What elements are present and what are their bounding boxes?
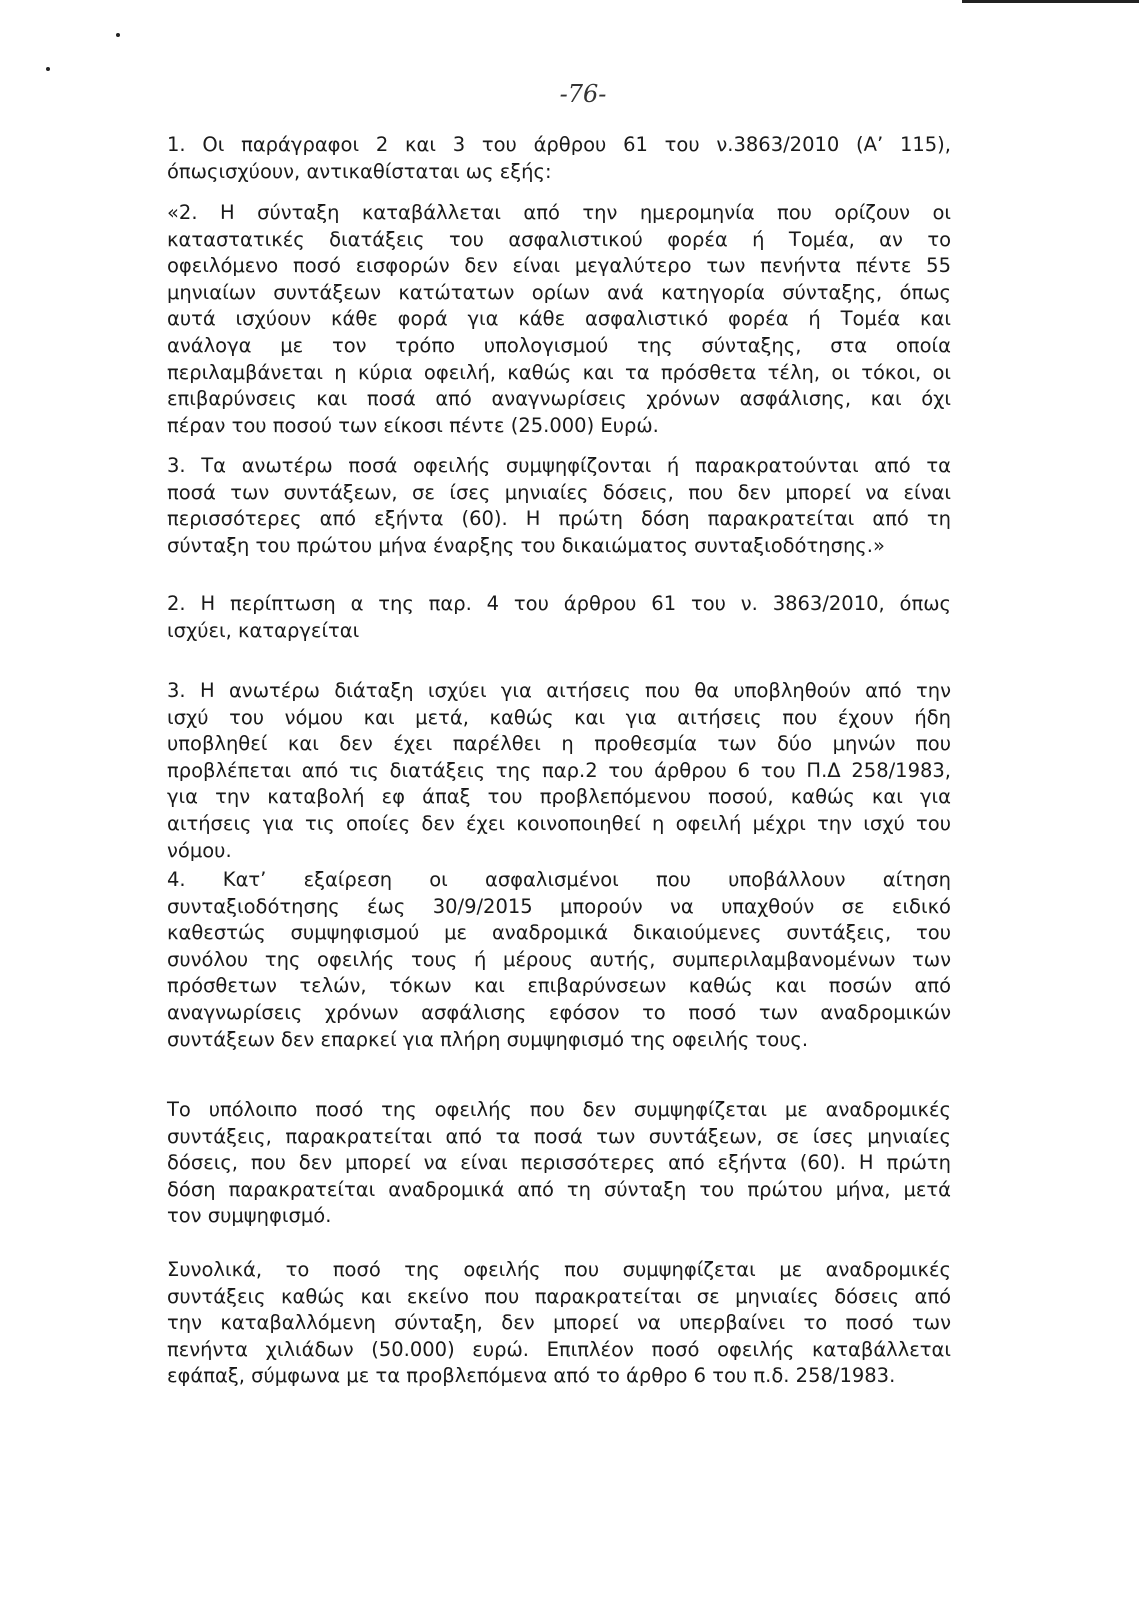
- text-line: την καταβαλλόμενη σύνταξη, δεν μπορεί να υπερβαίνει το ποσό των: [167, 1311, 951, 1335]
- text-line: ισχύει, καταργείται: [167, 618, 360, 642]
- paragraph: [167, 1257, 951, 1390]
- text-line: υποβληθεί και δεν έχει παρέλθει η προθεσμία των δύο μηνών που: [167, 732, 951, 756]
- text-line: ποσά των συντάξεων, σε ίσες μηνιαίες δόσεις, που δεν μπορεί να είναι: [167, 480, 951, 504]
- paragraph: [167, 132, 951, 185]
- text-line: ανάλογα με τον τρόπο υπολογισμού της σύνταξης, στα οποία: [167, 333, 951, 357]
- text-line: επιβαρύνσεις και ποσά από αναγνωρίσεις χρόνων ασφάλισης, και όχι: [167, 387, 951, 411]
- scan-speck: [46, 67, 50, 71]
- text-line: πρόσθετων τελών, τόκων και επιβαρύνσεων καθώς και ποσών από: [167, 974, 951, 998]
- paragraph: [167, 200, 951, 439]
- scan-speck: [116, 33, 120, 37]
- text-line: εφάπαξ, σύμφωνα με τα προβλεπόμενα από το άρθρο 6 του π.δ. 258/1983.: [167, 1364, 896, 1388]
- text-line: προβλέπεται από τις διατάξεις της παρ.2 του άρθρου 6 του Π.Δ 258/1983,: [167, 758, 951, 782]
- text-line: αναγνωρίσεις χρόνων ασφάλισης εφόσον το ποσό των αναδρομικών: [167, 1000, 951, 1024]
- text-line: «2. Η σύνταξη καταβάλλεται από την ημερομηνία που ορίζουν οι: [167, 201, 951, 224]
- text-line: συνταξιοδότησης έως 30/9/2015 μπορούν να υπαχθούν σε ειδικό: [167, 894, 951, 918]
- text-line: αιτήσεις για τις οποίες δεν έχει κοινοποιηθεί η οφειλή μέχρι την ισχύ του: [167, 811, 951, 835]
- text-line: όπωςισχύουν, αντικαθίσταται ως εξής:: [167, 159, 552, 183]
- text-line: περιλαμβάνεται η κύρια οφειλή, καθώς και τα πρόσθετα τέλη, οι τόκοι, οι: [167, 360, 951, 384]
- text-line: καθεστώς συμψηφισμού με αναδρομικά δικαιούμενες συντάξεις, του: [167, 921, 951, 945]
- text-line: σύνταξη του πρώτου μήνα έναρξης του δικαιώματος συνταξιοδότησης.»: [167, 533, 885, 557]
- text-line: 3. Τα ανωτέρω ποσά οφειλής συμψηφίζονται ή παρακρατούνται από τα: [167, 454, 951, 477]
- text-line: τον συμψηφισμό.: [167, 1204, 332, 1228]
- text-line: Συνολικά, το ποσό της οφειλής που συμψηφίζεται με αναδρομικές: [167, 1258, 951, 1281]
- scan-edge-line: [962, 0, 1139, 3]
- text-line: συντάξεις, παρακρατείται από τα ποσά των συντάξεων, σε ίσες μηνιαίες: [167, 1124, 951, 1148]
- paragraph: [167, 678, 951, 864]
- paragraph: [167, 591, 951, 644]
- paragraph: [167, 1097, 951, 1230]
- text-line: συνόλου της οφειλής τους ή μέρους αυτής, συμπεριλαμβανομένων των: [167, 947, 951, 971]
- text-line: καταστατικές διατάξεις του ασφαλιστικού φορέα ή Τομέα, αν το: [167, 227, 951, 251]
- paragraph: [167, 867, 951, 1053]
- text-line: Το υπόλοιπο ποσό της οφειλής που δεν συμψηφίζεται με αναδρομικές: [167, 1098, 951, 1121]
- text-line: πενήντα χιλιάδων (50.000) ευρώ. Επιπλέον ποσό οφειλής καταβάλλεται: [167, 1337, 951, 1361]
- text-line: περισσότερες από εξήντα (60). Η πρώτη δόση παρακρατείται από τη: [167, 507, 951, 531]
- text-line: νόμου.: [167, 838, 232, 862]
- text-line: ισχύ του νόμου και μετά, καθώς και για αιτήσεις που έχουν ήδη: [167, 705, 951, 729]
- text-line: μηνιαίων συντάξεων κατώτατων ορίων ανά κατηγορία σύνταξης, όπως: [167, 280, 951, 304]
- text-line: δόση παρακρατείται αναδρομικά από τη σύνταξη του πρώτου μήνα, μετά: [167, 1177, 951, 1201]
- text-line: 4. Κατ’ εξαίρεση οι ασφαλισμένοι που υποβάλλουν αίτηση: [167, 868, 951, 891]
- text-line: δόσεις, που δεν μπορεί να είναι περισσότερες από εξήντα (60). Η πρώτη: [167, 1151, 951, 1175]
- text-line: πέραν του ποσού των είκοσι πέντε (25.000) Ευρώ.: [167, 413, 659, 437]
- text-line: αυτά ισχύουν κάθε φορά για κάθε ασφαλιστικό φορέα ή Τομέα και: [167, 307, 951, 331]
- text-line: για την καταβολή εφ άπαξ του προβλεπόμενου ποσού, καθώς και για: [167, 785, 951, 809]
- text-line: συντάξεις καθώς και εκείνο που παρακρατείται σε μηνιαίες δόσεις από: [167, 1284, 951, 1308]
- text-line: συντάξεων δεν επαρκεί για πλήρη συμψηφισμό της οφειλής τους.: [167, 1027, 809, 1051]
- text-line: 3. Η ανωτέρω διάταξη ισχύει για αιτήσεις που θα υποβληθούν από την: [167, 679, 951, 702]
- text-line: οφειλόμενο ποσό εισφορών δεν είναι μεγαλύτερο των πενήντα πέντε 55: [167, 254, 951, 278]
- paragraph: [167, 453, 951, 559]
- page-number: -76-: [559, 80, 607, 108]
- text-line: 2. Η περίπτωση α της παρ. 4 του άρθρου 61 του ν. 3863/2010, όπως: [167, 592, 951, 615]
- text-line: 1. Οι παράγραφοι 2 και 3 του άρθρου 61 του ν.3863/2010 (Α’ 115),: [167, 133, 951, 156]
